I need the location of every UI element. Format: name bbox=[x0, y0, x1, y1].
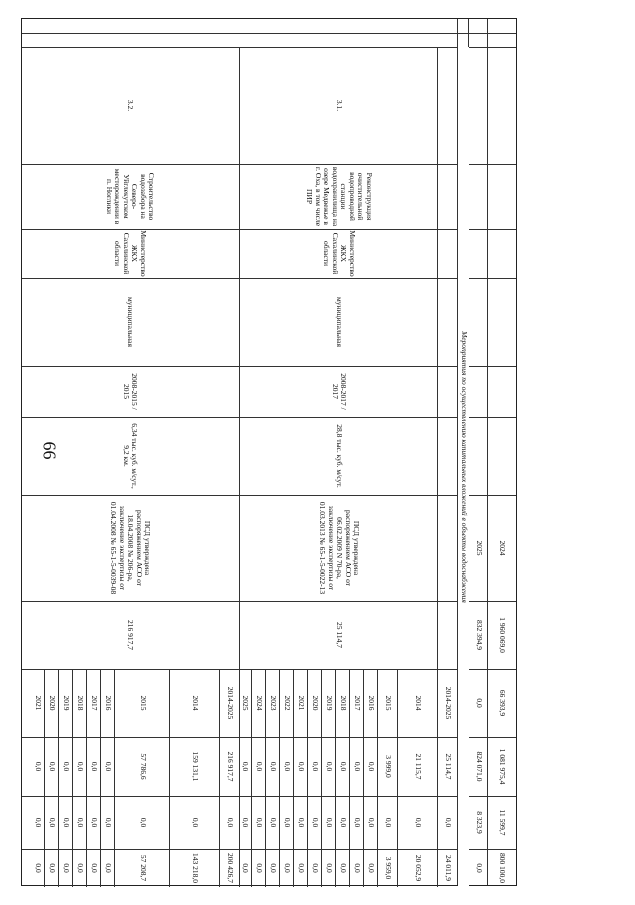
item1-regional-cell: 0,0 bbox=[353, 863, 363, 873]
header-federal-a: 66 393,9 bbox=[498, 689, 508, 717]
item1-federal-cell: 0,0 bbox=[414, 817, 424, 828]
item1-years-cell: 2021 bbox=[297, 695, 307, 711]
header-year-a: 2024 bbox=[498, 540, 508, 556]
header-regional-a: 1 081 975,4 bbox=[498, 748, 508, 785]
item2-regional-cell: 0,0 bbox=[76, 863, 86, 873]
item1-regional-cell: 0,0 bbox=[339, 863, 349, 873]
item2-years-cell: 2017 bbox=[90, 695, 100, 711]
item1-federal-cell: 0,0 bbox=[311, 817, 321, 828]
item2-totals-cell: 0,0 bbox=[104, 761, 114, 772]
corner-cell bbox=[469, 33, 516, 47]
item2-years-cell: 2018 bbox=[76, 695, 86, 711]
item2-federal-cell: 0,0 bbox=[90, 817, 100, 828]
item1-years-cell: 2025 bbox=[241, 695, 251, 711]
header-municipal-a: 11 599,7 bbox=[498, 809, 508, 836]
item1-years-cell: 2023 bbox=[269, 695, 279, 711]
item2-regional-cell: 0,0 bbox=[48, 863, 58, 873]
item1-years-cell: 2022 bbox=[283, 695, 293, 711]
item1-federal-cell: 0,0 bbox=[353, 817, 363, 828]
item2-federal-cell: 0,0 bbox=[191, 817, 201, 828]
item1-cost: 25 114,7 bbox=[335, 622, 345, 648]
item1-regional-cell: 0,0 bbox=[269, 863, 279, 873]
item2-totals-cell: 0,0 bbox=[76, 761, 86, 772]
item2-name: Строительство водозабора на Северо-Уйглекутском месторождении в п. Ноглики bbox=[105, 168, 157, 225]
item1-regional-cell: 0,0 bbox=[283, 863, 293, 873]
item1-years-cell: 2014 bbox=[414, 695, 424, 711]
item1-regional-cell: 0,0 bbox=[297, 863, 307, 873]
item2-years-cell: 2019 bbox=[62, 695, 72, 711]
item1-totals-cell: 21 115,7 bbox=[414, 753, 424, 780]
item1-years-cell: 2014-2025 bbox=[444, 686, 454, 720]
item2-totals-cell: 0,0 bbox=[48, 761, 58, 772]
header-federal-b: 0,0 bbox=[474, 698, 484, 708]
item2-federal-cell: 0,0 bbox=[226, 817, 236, 828]
item2-federal-cell: 0,0 bbox=[104, 817, 114, 828]
item1-capacity: 28,8 тыс. куб. м/сут. bbox=[335, 424, 345, 488]
item1-regional-cell: 0,0 bbox=[255, 863, 265, 873]
item2-years-cell: 2020 bbox=[48, 695, 58, 711]
item1-totals-cell: 0,0 bbox=[367, 761, 377, 772]
item1-regional-cell: 0,0 bbox=[325, 863, 335, 873]
item1-totals-cell: 0,0 bbox=[241, 761, 251, 772]
item1-totals-cell: 0,0 bbox=[339, 761, 349, 772]
item1-executor: Министерство ЖКХ Сахалинской области bbox=[322, 230, 357, 277]
item2-regional-cell: 143 218,0 bbox=[191, 853, 201, 883]
budget-table bbox=[21, 18, 517, 886]
item1-federal-cell: 0,0 bbox=[255, 817, 265, 828]
item1-federal-cell: 0,0 bbox=[339, 817, 349, 828]
item1-totals-cell: 0,0 bbox=[283, 761, 293, 772]
item1-federal-cell: 0,0 bbox=[241, 817, 251, 828]
item1-years-cell: 2017 bbox=[353, 695, 363, 711]
item2-totals-cell: 216 917,7 bbox=[226, 751, 236, 782]
item2-years-cell: 2014 bbox=[191, 695, 201, 711]
item1-federal-cell: 0,0 bbox=[444, 817, 454, 828]
item2-totals-cell: 0,0 bbox=[34, 761, 44, 772]
item2-regional-cell: 200 426,7 bbox=[226, 853, 236, 883]
header-total-b: 832 394,9 bbox=[474, 620, 484, 650]
item1-federal-cell: 0,0 bbox=[283, 817, 293, 828]
item1-totals-cell: 25 114,7 bbox=[444, 753, 454, 780]
item1-federal-cell: 0,0 bbox=[269, 817, 279, 828]
section-title: Мероприятия по осуществлению капитальных вложений в объекты водоснабжения bbox=[458, 47, 469, 887]
item1-totals-cell: 0,0 bbox=[353, 761, 363, 772]
item2-totals-cell: 159 131,1 bbox=[191, 751, 201, 782]
header-extra-b: 0,0 bbox=[474, 863, 484, 873]
header-year-b: 2025 bbox=[474, 540, 484, 556]
item1-federal-cell: 0,0 bbox=[367, 817, 377, 828]
item1-name: Реконструкция очистительной водопроводной станции водохранилища на озере Медвежье в г. Оха, в том числе ПИР bbox=[305, 166, 374, 227]
item1-totals-cell: 0,0 bbox=[297, 761, 307, 772]
item1-years-cell: 2024 bbox=[255, 695, 265, 711]
item2-regional-cell: 0,0 bbox=[90, 863, 100, 873]
item1-years-cell: 2019 bbox=[325, 695, 335, 711]
item1-period: 2008-2017 / 2017 bbox=[331, 373, 349, 410]
item2-regional-cell: 0,0 bbox=[104, 863, 114, 873]
item1-federal-cell: 0,0 bbox=[297, 817, 307, 828]
item2-totals-cell: 0,0 bbox=[62, 761, 72, 772]
item1-totals-cell: 3 999,0 bbox=[384, 755, 394, 778]
item1-regional-cell: 20 052,9 bbox=[414, 854, 424, 882]
item2-federal-cell: 0,0 bbox=[62, 817, 72, 828]
item1-regional-cell: 3 959,0 bbox=[384, 856, 394, 880]
item2-years-cell: 2015 bbox=[138, 695, 148, 711]
item1-federal-cell: 0,0 bbox=[325, 817, 335, 828]
header-extra-a: 800 100,0 bbox=[498, 853, 508, 883]
item1-regional-cell: 0,0 bbox=[241, 863, 251, 873]
item1-federal-cell: 0,0 bbox=[384, 817, 394, 828]
item1-totals-cell: 0,0 bbox=[269, 761, 279, 772]
item2-federal-cell: 0,0 bbox=[76, 817, 86, 828]
item1-number: 3.1. bbox=[335, 99, 345, 112]
header-total-a: 1 960 069,0 bbox=[498, 617, 508, 653]
item2-federal-cell: 0,0 bbox=[34, 817, 44, 828]
item1-regional-cell: 0,0 bbox=[311, 863, 321, 873]
item2-document: ПСД утверждена распоряжением АСО от 18.04.2008 № 206-ра, заключение экспертизы от 01.04.2008 № 65-1-5-0039-08 bbox=[109, 501, 153, 595]
item2-regional-cell: 0,0 bbox=[62, 863, 72, 873]
item1-document: ПСД утверждена распоряжением АСО от 06.02.2009 N 70-ра, заключение экспертизы от 01.03.2013 № 65-1-5-0022-13 bbox=[318, 501, 362, 595]
item2-regional-cell: 57 208,7 bbox=[138, 854, 148, 882]
item2-cost: 216 917,7 bbox=[126, 620, 136, 650]
item1-years-cell: 2016 bbox=[367, 695, 377, 711]
item1-totals-cell: 0,0 bbox=[255, 761, 265, 772]
item1-years-cell: 2015 bbox=[384, 695, 394, 711]
item1-blank-row bbox=[438, 47, 458, 164]
item1-ownership: муниципальная bbox=[335, 297, 345, 347]
item2-years-cell: 2021 bbox=[34, 695, 44, 711]
header-regional-b: 824 071,0 bbox=[474, 751, 484, 782]
item2-regional-cell: 0,0 bbox=[34, 863, 44, 873]
item1-years-cell: 2018 bbox=[339, 695, 349, 711]
header-municipal-b: 8 323,9 bbox=[474, 811, 484, 834]
item2-federal-cell: 0,0 bbox=[138, 817, 148, 828]
item2-ownership: муниципальная bbox=[126, 297, 136, 347]
item2-capacity: 6,34 тыс. куб. м/сут., 9,2 км. bbox=[122, 423, 140, 489]
item1-regional-cell: 24 011,9 bbox=[444, 855, 454, 881]
item1-totals-cell: 0,0 bbox=[325, 761, 335, 772]
item2-federal-cell: 0,0 bbox=[48, 817, 58, 828]
item1-years-cell: 2020 bbox=[311, 695, 321, 711]
item2-years-cell: 2014-2025 bbox=[226, 686, 236, 720]
page-number: 66 bbox=[39, 441, 60, 460]
item2-years-cell: 2016 bbox=[104, 695, 114, 711]
item2-executor: Министерство ЖКХ Сахалинской области bbox=[113, 230, 148, 277]
item1-regional-cell: 0,0 bbox=[367, 863, 377, 873]
item2-totals-cell: 0,0 bbox=[90, 761, 100, 772]
item2-number: 3.2. bbox=[126, 99, 136, 112]
item2-period: 2008-2015 / 2015 bbox=[122, 373, 140, 410]
item2-totals-cell: 57 786,6 bbox=[138, 753, 148, 780]
item1-totals-cell: 0,0 bbox=[311, 761, 321, 772]
